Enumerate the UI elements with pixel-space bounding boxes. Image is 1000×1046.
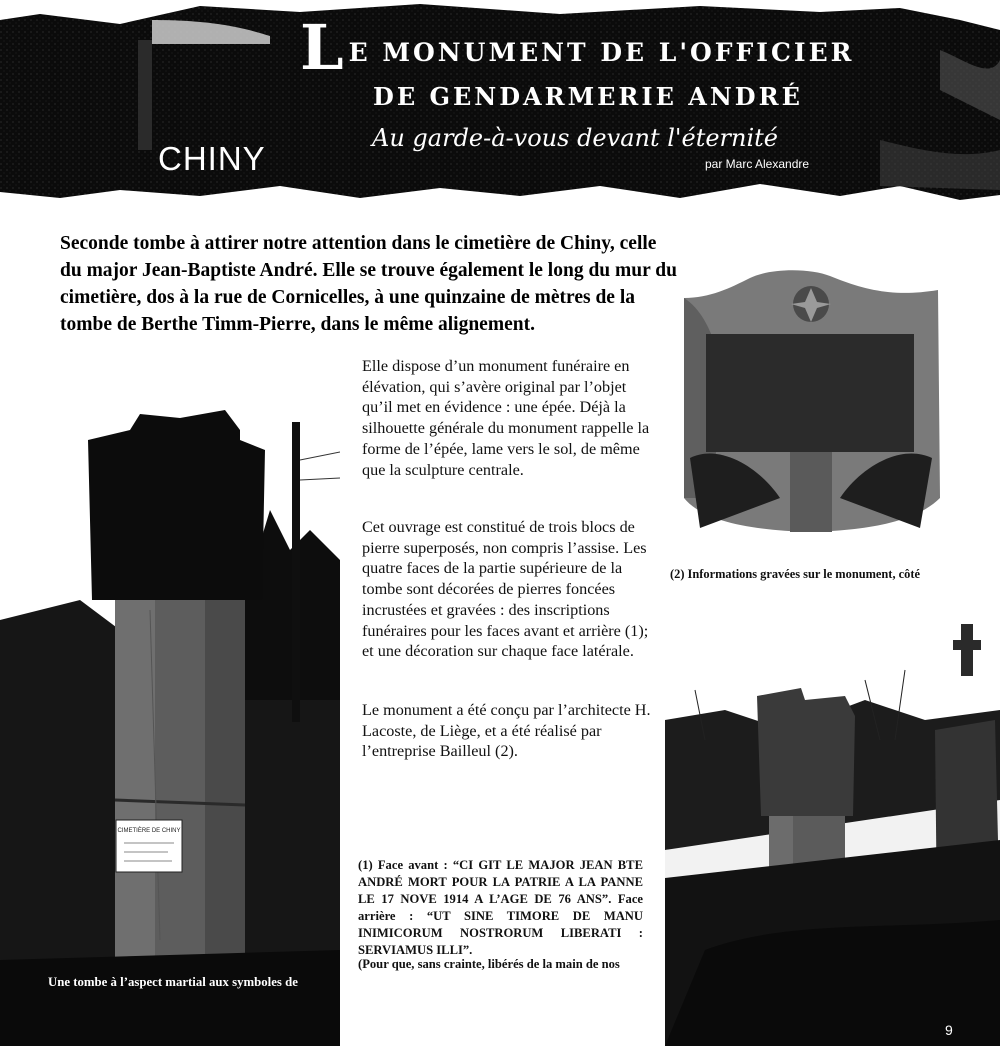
sign-text: CIMETIÈRE DE CHINY (117, 828, 181, 834)
paragraph-2: Cet ouvrage est constitué de trois blocs de pierre superposés, non compris l’assise. Les quatre faces de la partie supérieure de la tombe sont décorées de pierres foncées incrustées et gravées : des inscriptions funéraires pour les faces avant et arrière (1); et une décoration sur chaque face latérale. (362, 518, 649, 661)
title-initial: L (300, 11, 347, 84)
title-line-1-text: E MONUMENT DE L'OFFICIER (348, 38, 855, 67)
caption-right-photo: (2) Informations gravées sur le monument, côté (670, 567, 920, 581)
caption-left-photo: Une tombe à l’aspect martial aux symboles de (48, 975, 298, 989)
paragraph-1: Elle dispose d’un monument funéraire en élévation, qui s’avère original par l’objet qu’il met en évidence : une épée. Déjà la silhouette générale du monument rappelle la forme de l’épée, lame vers le sol, de même que la sculpture centrale. (362, 357, 650, 479)
place-name: CHINY (158, 140, 266, 177)
byline: par Marc Alexandre (705, 157, 810, 171)
photo-monument-front-image (0, 400, 340, 1046)
photo-monument-context-image (665, 620, 1000, 1046)
photo-monument-front (0, 400, 340, 1046)
paragraph-3: Le monument a été conçu par l’architecte H. Lacoste, de Liège, et a été réalisé par l’entreprise Bailleul (2). (362, 701, 651, 761)
photo-engraved-panel (680, 268, 942, 536)
page-number: 9 (945, 1022, 953, 1038)
photo-engraved-panel-image (680, 268, 942, 536)
footnote-1-continued: (Pour que, sans crainte, libérés de la main de nos (358, 957, 620, 971)
footnote-1: (1) Face avant : “CI GIT LE MAJOR JEAN BTE ANDRÉ MORT POUR LA PATRIE A LA PANNE LE 17 NOVE 1914 A L’AGE DE 76 ANS”. Face arrière : “UT SINE TIMORE DE MANU INIMICORUM NOSTRORUM LIBERATI : SERVIAMUS ILLI”. (358, 858, 643, 957)
lead-paragraph: Seconde tombe à attirer notre attention dans le cimetière de Chiny, celle du major Jean-Baptiste André. Elle se trouve également le long du mur du cimetière, dos à la rue de Cornicelles, à une quinzaine de mètres de la tombe de Berthe Timm-Pierre, dans le même alignement. (60, 233, 677, 335)
header-banner (0, 0, 1000, 205)
subtitle: Au garde-à-vous devant l'éternité (372, 124, 779, 152)
title-line-2: DE GENDARMERIE ANDRÉ (373, 82, 803, 111)
photo-monument-context (665, 620, 1000, 1046)
title-line-1 (300, 11, 855, 84)
